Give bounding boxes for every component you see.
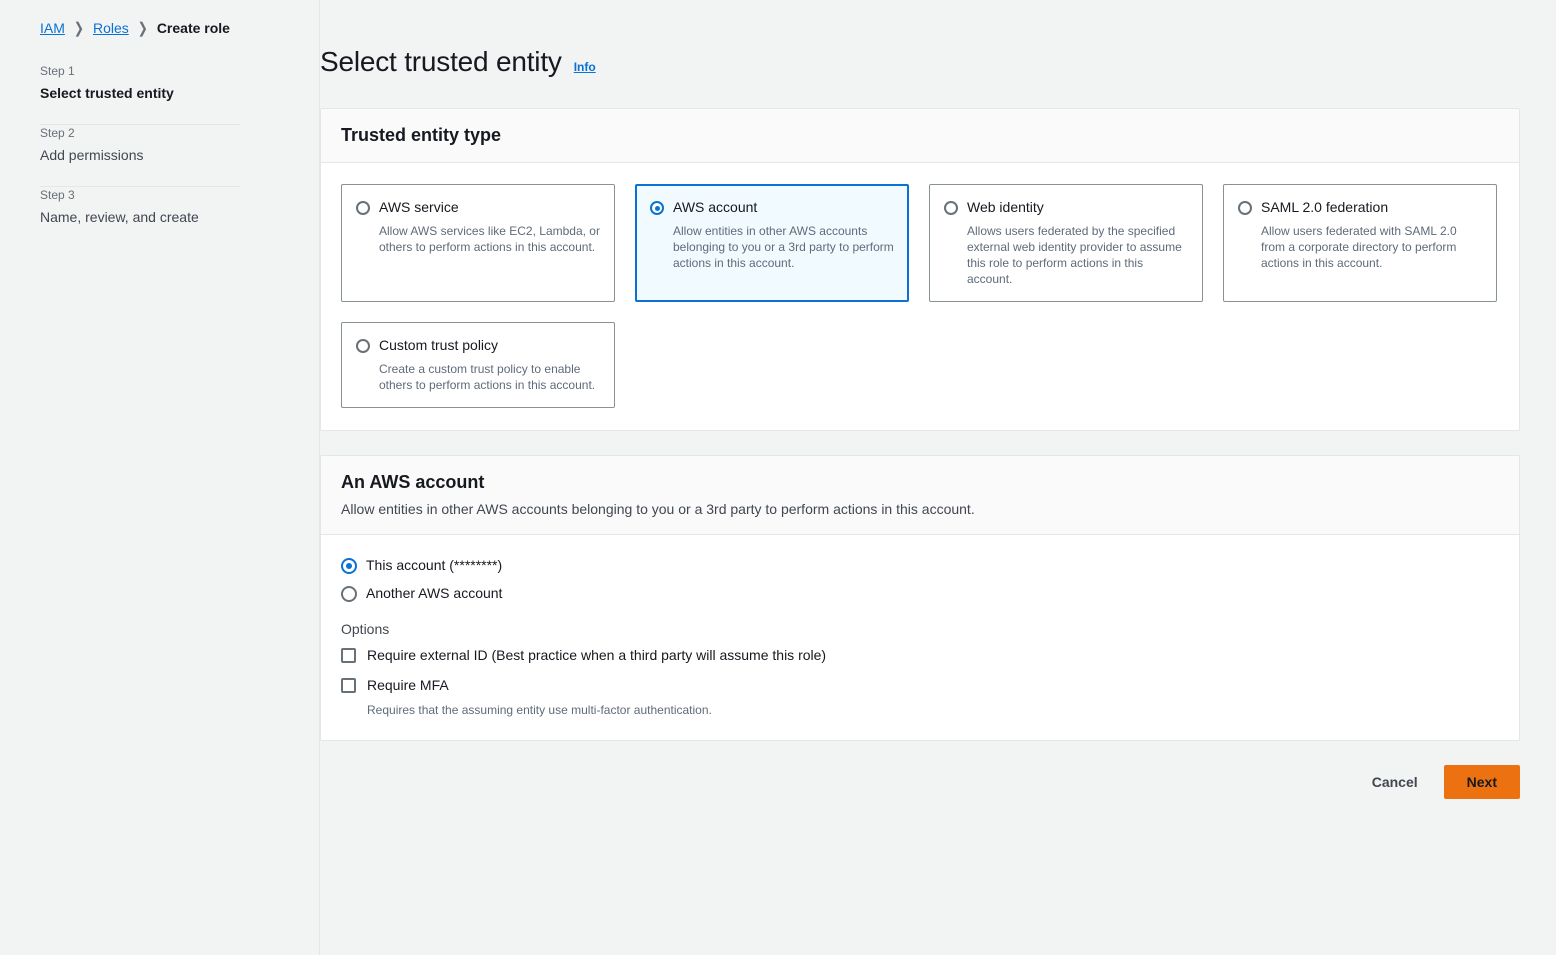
tile-title: AWS service (379, 199, 459, 215)
tile-title: SAML 2.0 federation (1261, 199, 1389, 215)
radio-another-aws-account-label: Another AWS account (366, 585, 503, 601)
wizard-step-3-number: Step 3 (40, 188, 75, 202)
tile-web-identity[interactable] (929, 184, 1203, 302)
tile-aws-service[interactable] (341, 184, 615, 302)
tile-title: Custom trust policy (379, 337, 499, 353)
checkbox-icon[interactable] (341, 648, 356, 663)
radio-button-selected-icon[interactable] (341, 558, 357, 574)
radio-button-selected-icon[interactable] (650, 201, 664, 215)
tile-header (944, 198, 1188, 216)
radio-button-icon[interactable] (356, 201, 370, 215)
main-content (320, 0, 1556, 955)
trusted-entity-type-card (320, 108, 1520, 431)
wizard-step-1-label: Select trusted entity (40, 85, 174, 101)
chevron-right-icon: ❯ (73, 19, 84, 37)
tile-aws-account[interactable] (635, 184, 909, 302)
breadcrumb-item-iam[interactable]: IAM (40, 20, 65, 36)
tile-custom-trust-policy[interactable] (341, 322, 615, 408)
breadcrumb-item-roles[interactable]: Roles (92, 20, 129, 36)
breadcrumb-item-create-role: Create role (156, 20, 230, 36)
page-title: Select trusted entity (320, 46, 562, 77)
wizard-step-1[interactable] (40, 63, 200, 124)
tile-header (356, 336, 600, 354)
info-link[interactable]: Info (573, 60, 596, 74)
wizard-step-1-number: Step 1 (40, 64, 75, 78)
breadcrumb (0, 18, 320, 38)
tile-header (1238, 198, 1482, 216)
tile-description: Allow AWS services like EC2, Lambda, or others to perform actions in this account. (379, 224, 600, 254)
sidebar (0, 0, 320, 955)
aws-account-header (321, 456, 1519, 535)
radio-this-account[interactable] (341, 556, 1499, 574)
tile-header (356, 198, 600, 216)
tile-title: AWS account (673, 199, 758, 215)
tile-saml-federation[interactable] (1223, 184, 1497, 302)
trusted-entity-tiles (341, 184, 1499, 408)
radio-button-icon[interactable] (341, 586, 357, 602)
tile-title: Web identity (967, 199, 1044, 215)
radio-this-account-label: This account (********) (366, 557, 503, 573)
tile-description: Allow entities in other AWS accounts belonging to you or a 3rd party to perform actions in this account. (673, 224, 894, 270)
tile-description: Create a custom trust policy to enable others to perform actions in this account. (379, 362, 596, 392)
radio-button-icon[interactable] (356, 339, 370, 353)
options-label: Options (341, 621, 390, 637)
aws-account-card (320, 455, 1520, 741)
trusted-entity-type-title: Trusted entity type (341, 125, 502, 145)
radio-button-icon[interactable] (944, 201, 958, 215)
aws-account-subtitle: Allow entities in other AWS accounts belonging to you or a 3rd party to perform actions in this account. (341, 501, 975, 517)
wizard-step-2-number: Step 2 (40, 126, 75, 140)
chevron-right-icon: ❯ (137, 19, 148, 37)
checkbox-require-mfa-label: Require MFA (367, 677, 449, 693)
tile-description: Allows users federated by the specified external web identity provider to assume this role to perform actions in this account. (967, 224, 1182, 286)
radio-button-icon[interactable] (1238, 201, 1252, 215)
wizard-step-2-label: Add permissions (40, 147, 144, 163)
tile-header (650, 198, 894, 216)
wizard-step-2[interactable] (40, 125, 200, 186)
tile-description: Allow users federated with SAML 2.0 from a corporate directory to perform actions in this account. (1261, 224, 1457, 270)
aws-account-body (321, 535, 1519, 740)
page-title-row (320, 46, 1520, 78)
aws-account-title: An AWS account (341, 472, 485, 492)
checkbox-require-external-id-label: Require external ID (Best practice when a third party will assume this role) (367, 647, 827, 663)
trusted-entity-type-body (321, 163, 1519, 430)
next-button[interactable]: Next (1444, 765, 1520, 799)
wizard-footer (320, 765, 1520, 799)
wizard-step-3-label: Name, review, and create (40, 209, 199, 225)
wizard-step-3[interactable] (40, 187, 200, 248)
checkbox-require-mfa[interactable] (341, 676, 1499, 694)
wizard-steps (0, 63, 240, 248)
radio-another-aws-account[interactable] (341, 584, 1499, 602)
trusted-entity-type-header (321, 109, 1519, 163)
checkbox-require-mfa-hint: Requires that the assuming entity use multi-factor authentication. (367, 703, 712, 717)
checkbox-require-external-id[interactable] (341, 646, 1499, 664)
cancel-button[interactable]: Cancel (1368, 768, 1422, 796)
checkbox-icon[interactable] (341, 678, 356, 693)
